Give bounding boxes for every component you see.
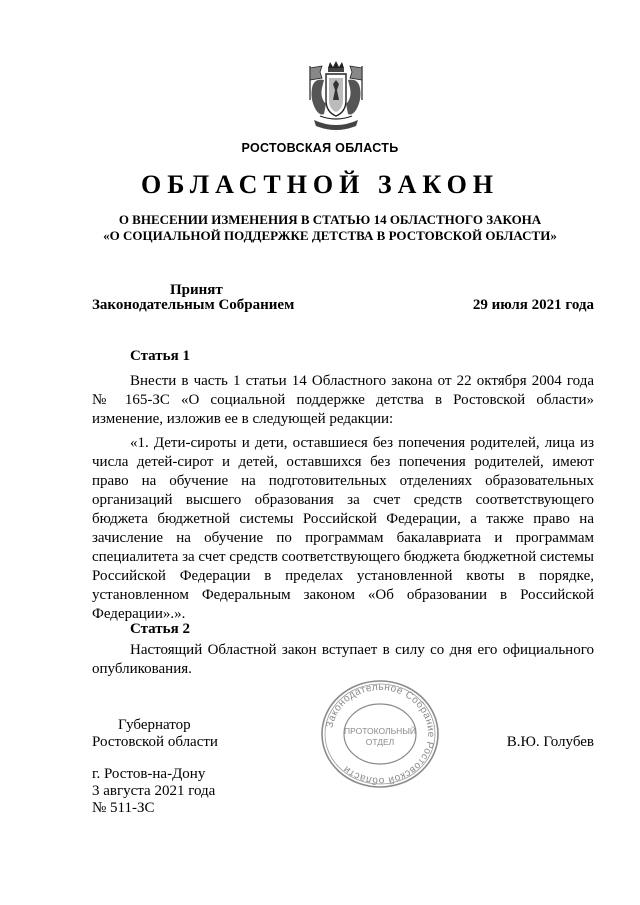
governor-name: В.Ю. Голубев [506,734,594,750]
footer-date: 3 августа 2021 года [92,783,216,799]
governor-region: Ростовской области [92,734,218,750]
adoption-date: 29 июля 2021 года [472,297,594,313]
article-2-title: Статья 2 [130,621,190,637]
adopted-by: Законодательным Собранием [92,297,295,313]
footer-law-number: № 511-ЗС [92,800,155,816]
document-type-title: ОБЛАСТНОЙ ЗАКОН [140,170,500,199]
article-1-intro [92,372,594,429]
article-1-intro-text: Внести в часть 1 статьи 14 Областного закона от 22 октября 2004 года № 165-ЗС «О социальной поддержке детства в Ростовской области» изменение, изложив ее в следующей редакции: [92,373,594,427]
adopted-label: Принят [170,282,223,298]
coat-of-arms-emblem [300,60,372,134]
official-stamp [315,678,445,790]
stamp-ring-text: Законодательное Собрание Ростовской области [324,681,437,787]
law-subtitle-line-1: О ВНЕСЕНИИ ИЗМЕНЕНИЯ В СТАТЬЮ 14 ОБЛАСТНОГО ЗАКОНА [118,212,542,227]
footer-city: г. Ростов-на-Дону [92,766,206,782]
article-2-text [92,641,594,679]
article-1-text-body: «1. Дети-сироты и дети, оставшиеся без попечения родителей, лица из числа детей-сирот и детей, оставшихся без попечения родителей, имеют право на обучение на подготовительных отделениях образовательных организаций высшего образования за счет средств соответствующего бюджета бюджетной системы Российской Федерации, а также право на зачисление на обучение по программам бакалавриата и программам специалитета за счет средств соответствующего бюджета бюджетной системы Российской Федерации в пределах установленной квоты в порядке, установленном Федеральным законом «Об образовании в Российской Федерации».». [92,435,594,622]
article-1-title: Статья 1 [130,348,190,364]
article-1-text [92,434,594,624]
article-2-text-body: Настоящий Областной закон вступает в силу со дня его официального опубликования. [92,642,594,677]
coat-of-arms-icon [300,60,372,134]
law-subtitle [60,212,600,244]
governor-title: Губернатор [118,717,191,733]
law-subtitle-line-2: «О СОЦИАЛЬНОЙ ПОДДЕРЖКЕ ДЕТСТВА В РОСТОВСКОЙ ОБЛАСТИ» [103,228,557,243]
region-name: РОСТОВСКАЯ ОБЛАСТЬ [241,141,399,155]
stamp-center-line-1: ПРОТОКОЛЬНЫЙ [344,726,416,736]
stamp-center-line-2: ОТДЕЛ [365,737,395,747]
stamp-seal-icon [315,678,445,790]
